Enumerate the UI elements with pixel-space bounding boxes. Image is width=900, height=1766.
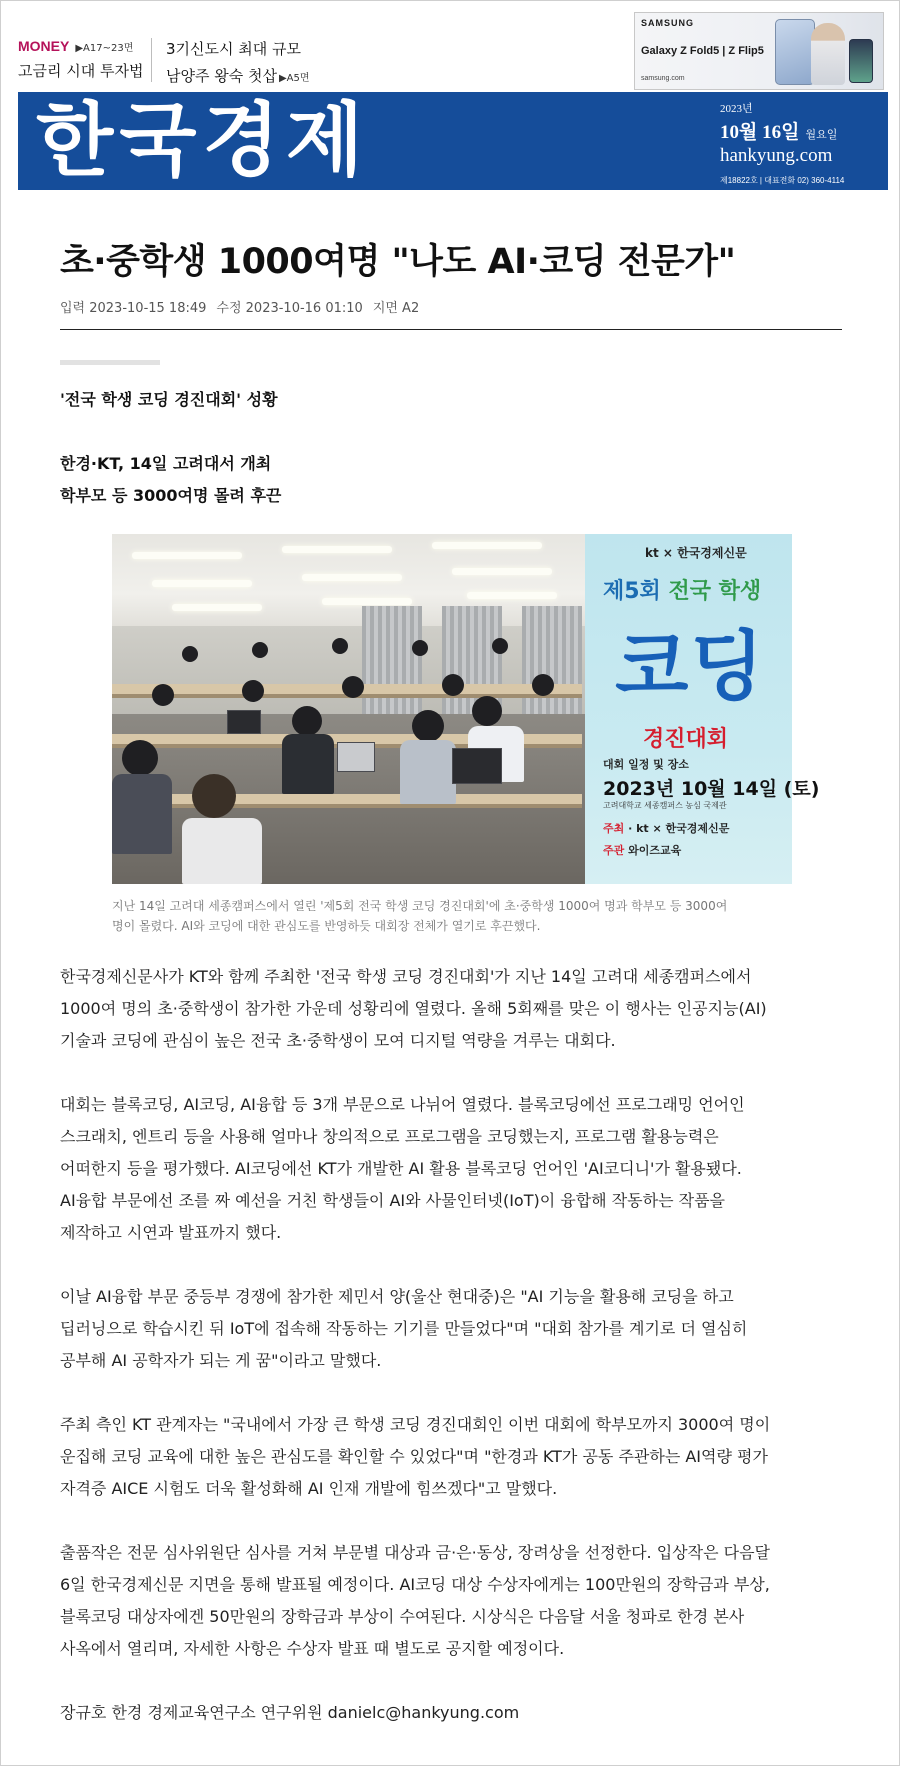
photo-ceiling-light	[452, 568, 552, 575]
subheadline-3: 학부모 등 3000여명 몰려 후끈	[60, 486, 282, 505]
banner-sponsors: kt × 한국경제신문	[645, 546, 747, 560]
photo-student	[442, 674, 464, 696]
article-paragraph-3	[60, 1281, 850, 1377]
masthead-issue: 제18822호 | 대표전화 02) 360-4114	[720, 176, 845, 185]
caption-line-2: 명이 몰렸다. AI와 코딩에 대한 관심도를 반영하듯 대회장 전체가 열기로 후끈했다.	[112, 919, 541, 933]
newspaper-logo[interactable]: 한국경제	[36, 93, 370, 187]
article-paragraph-5	[60, 1537, 850, 1665]
paragraph-line: 딥러닝으로 학습시킨 뒤 IoT에 접속해 작동하는 기기를 만들었다"며 "대회 참가를 계기로 더 열심히	[60, 1319, 748, 1338]
photo-laptop	[452, 748, 502, 784]
paragraph-line: 대회는 블록코딩, AI코딩, AI융합 등 3개 부문으로 나뉘어 열렸다. 블록코딩에선 프로그래밍 언어인	[60, 1095, 745, 1114]
photo-student	[182, 646, 198, 662]
ad-phone-fold-image	[775, 19, 815, 85]
banner-org: 와이즈교육	[628, 844, 682, 857]
promo-section-label: MONEY	[18, 38, 70, 54]
promo-page-ref: ▶A17~23면	[75, 43, 134, 54]
banner-title: 코딩	[615, 622, 766, 711]
meta-page-section: 지면 A2	[372, 301, 420, 316]
ad-phone-flip-image	[849, 39, 873, 83]
photo-curtain	[362, 606, 422, 726]
paragraph-line: 사옥에서 열리며, 자세한 사항은 수상자 발표 때 별도로 공지할 예정이다.	[60, 1639, 565, 1658]
meta-modified-time: 수정 2023-10-16 01:10	[216, 301, 363, 316]
masthead-year: 2023년	[720, 103, 753, 115]
photo-ceiling-light	[132, 552, 242, 559]
masthead	[18, 92, 888, 190]
promo-headline: 고금리 시대 투자법	[18, 62, 144, 80]
ad-brand: SAMSUNG	[641, 18, 695, 28]
photo-student	[242, 680, 264, 702]
photo-student-shirt	[282, 734, 334, 794]
promo-news-page-ref: ▶A5면	[278, 73, 310, 84]
photo-ceiling-light	[282, 546, 392, 553]
photo-laptop	[337, 742, 375, 772]
byline-text: 장규호 한경 경제교육연구소 연구위원 danielc@hankyung.com	[60, 1703, 520, 1722]
paragraph-line: 어떠한지 등을 평가했다. AI코딩에선 KT가 개발한 AI 활용 블록코딩 언어인 'AI코디니'가 활용됐다.	[60, 1159, 742, 1178]
photo-student	[412, 710, 444, 742]
photo-ceiling-light	[467, 592, 557, 599]
photo-student	[532, 674, 554, 696]
photo-student	[252, 642, 268, 658]
photo-caption	[112, 896, 792, 936]
paragraph-line: 운집해 코딩 교육에 대한 높은 관심도를 확인할 수 있었다"며 "한경과 KT가 공동 주관하는 AI역량 평가	[60, 1447, 768, 1466]
paragraph-line: 출품작은 전문 심사위원단 심사를 거쳐 부문별 대상과 금·은·동상, 장려상을 선정한다. 입상작은 다음달	[60, 1543, 770, 1562]
photo-ceiling-light	[302, 574, 402, 581]
article-meta	[60, 297, 419, 316]
subhead-marker	[60, 360, 160, 365]
photo-desk-row	[112, 794, 582, 808]
banner-host-label: 주최	[603, 822, 625, 835]
ad-model-image	[811, 23, 845, 85]
promo-divider	[151, 38, 152, 82]
paragraph-line: 주최 측인 KT 관계자는 "국내에서 가장 큰 학생 코딩 경진대회인 이번 대회에 학부모까지 3000여 명이	[60, 1415, 771, 1434]
photo-student	[412, 640, 428, 656]
photo-laptop	[227, 710, 261, 734]
article-byline	[60, 1697, 850, 1729]
paragraph-line: 공부해 AI 공학자가 되는 게 꿈"이라고 말했다.	[60, 1351, 382, 1370]
photo-student	[332, 638, 348, 654]
headline-divider	[60, 329, 842, 330]
ad-product: Galaxy Z Fold5 | Z Flip5	[641, 45, 764, 57]
masthead-site[interactable]: hankyung.com	[720, 145, 833, 166]
photo-student-shirt	[400, 740, 456, 804]
photo-student	[492, 638, 508, 654]
photo-student	[152, 684, 174, 706]
caption-line-1: 지난 14일 고려대 세종캠퍼스에서 열린 '제5회 전국 학생 코딩 경진대회'에 초·중학생 1000여 명과 학부모 등 3000여	[112, 899, 728, 913]
photo-student-shirt	[112, 774, 172, 854]
article-paragraph-1	[60, 961, 850, 1057]
photo-back-wall	[112, 626, 592, 716]
photo-ceiling-light	[322, 598, 412, 605]
masthead-weekday: 월요일	[805, 129, 838, 141]
paragraph-line: 한국경제신문사가 KT와 함께 주최한 '전국 학생 코딩 경진대회'가 지난 14일 고려대 세종캠퍼스에서	[60, 967, 752, 986]
paragraph-line: AI융합 부문에선 조를 짜 예선을 거친 학생들이 AI와 사물인터넷(IoT)이 융합해 작동하는 작품을	[60, 1191, 725, 1210]
paragraph-line: 블록코딩 대상자에겐 50만원의 장학금과 부상이 수여된다. 시상식은 다음달 서울 청파로 한경 본사	[60, 1607, 745, 1626]
photo-student	[292, 706, 322, 736]
promo-news-line2: 남양주 왕숙 첫삽	[166, 67, 277, 85]
photo-student	[122, 740, 158, 776]
article-paragraph-4	[60, 1409, 850, 1505]
banner-subtitle: 경진대회	[643, 727, 729, 752]
photo-student-shirt	[182, 818, 262, 884]
banner-edition: 제5회	[603, 579, 661, 604]
photo-student	[342, 676, 364, 698]
banner-org-label: 주관	[603, 844, 625, 857]
paragraph-line: 기술과 코딩에 관심이 높은 전국 초·중학생이 모여 디지털 역량을 겨루는 대회다.	[60, 1031, 616, 1050]
masthead-info	[720, 100, 844, 186]
promo-news-line1: 3기신도시 최대 규모	[166, 40, 302, 58]
promo-money[interactable]	[18, 38, 143, 81]
banner-host: kt × 한국경제신문	[636, 822, 730, 835]
banner-schedule-label: 대회 일정 및 장소	[603, 758, 689, 771]
photo-student	[192, 774, 236, 818]
paragraph-line: 이날 AI융합 부문 중등부 경쟁에 참가한 제민서 양(울산 현대중)은 "AI 기능을 활용해 코딩을 하고	[60, 1287, 734, 1306]
photo-curtain	[522, 606, 582, 726]
masthead-date: 10월 16일	[720, 122, 800, 143]
banner-place: 고려대학교 세종캠퍼스 농심 국제관	[603, 801, 727, 810]
banner-edition-rest: 전국 학생	[668, 579, 762, 604]
subheadline-2: 한경·KT, 14일 고려대서 개최	[60, 454, 272, 473]
banner-date: 2023년 10월 14일 (토)	[603, 778, 820, 800]
photo-ceiling-light	[172, 604, 262, 611]
paragraph-line: 자격증 AICE 시험도 더욱 활성화해 AI 인재 개발에 힘쓰겠다"고 말했다.	[60, 1479, 558, 1498]
photo-event-banner: kt × 한국경제신문 제5회 전국 학생 코딩 경진대회 대회 일정 및 장소 2023년 10월 14일 (토) 고려대학교 세종캠퍼스 농심 국제관 주최 · kt × 한국경제신문 주관 와이즈교육	[585, 534, 792, 884]
top-promo-strip	[18, 18, 882, 92]
ad-site: samsung.com	[641, 75, 685, 82]
samsung-ad-banner[interactable]	[634, 12, 884, 90]
article-headline: 초·중학생 1000여명 "나도 AI·코딩 전문가"	[60, 242, 736, 282]
article-paragraph-2	[60, 1089, 850, 1249]
photo-ceiling-light	[152, 580, 252, 587]
promo-news[interactable]	[166, 38, 310, 86]
article-photo[interactable]	[112, 534, 820, 884]
paragraph-line: 1000여 명의 초·중학생이 참가한 가운데 성황리에 열렸다. 올해 5회째를 맞은 이 행사는 인공지능(AI)	[60, 999, 767, 1018]
photo-ceiling-light	[432, 542, 542, 549]
photo-student	[472, 696, 502, 726]
subheadline-1: '전국 학생 코딩 경진대회' 성황	[60, 390, 278, 409]
paragraph-line: 6일 한국경제신문 지면을 통해 발표될 예정이다. AI코딩 대상 수상자에게는 100만원의 장학금과 부상,	[60, 1575, 770, 1594]
meta-input-time: 입력 2023-10-15 18:49	[60, 301, 207, 316]
paragraph-line: 제작하고 시연과 발표까지 했다.	[60, 1223, 282, 1242]
paragraph-line: 스크래치, 엔트리 등을 사용해 얼마나 창의적으로 프로그램을 코딩했는지, 프로그램 활용능력은	[60, 1127, 719, 1146]
